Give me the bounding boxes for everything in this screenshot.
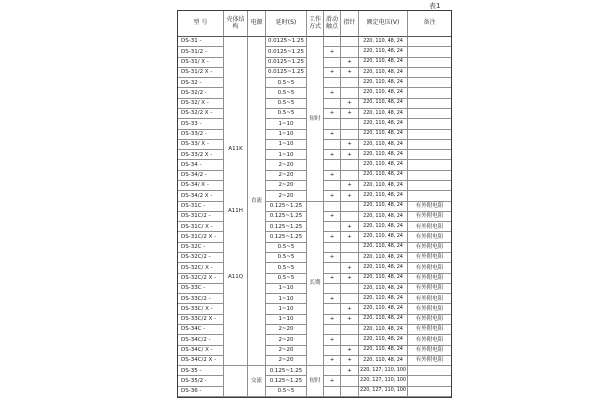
- voltage-cell: 220, 110, 48, 24: [359, 88, 408, 98]
- model-cell: DS-31C/2 X -: [178, 232, 224, 242]
- remark-cell: 有外附电阻: [408, 274, 451, 284]
- pointer-cell: [341, 387, 359, 397]
- remark-cell: 有外附电阻: [408, 325, 451, 335]
- slide-contact-cell: +: [324, 232, 341, 242]
- delay-cell: 0.125~1.25: [266, 232, 307, 242]
- delay-cell: 1~10: [266, 315, 307, 325]
- pointer-cell: [341, 294, 359, 304]
- delay-cell: 0.5~5: [266, 88, 307, 98]
- pointer-cell: [341, 243, 359, 253]
- delay-cell: 2~20: [266, 346, 307, 356]
- pointer-cell: +: [341, 232, 359, 242]
- remark-cell: [408, 68, 451, 78]
- voltage-cell: 220, 110, 48, 24: [359, 99, 408, 109]
- model-cell: DS-32/2 -: [178, 88, 224, 98]
- model-cell: DS-33/2 -: [178, 130, 224, 140]
- slide-contact-cell: [324, 78, 341, 88]
- delay-cell: 2~20: [266, 160, 307, 170]
- voltage-cell: 220, 110, 48, 24: [359, 346, 408, 356]
- remark-cell: [408, 387, 451, 397]
- model-cell: DS-34/ X -: [178, 181, 224, 191]
- spec-table: [177, 10, 452, 398]
- work-mode-ac-cell: 短时: [307, 366, 324, 397]
- slide-contact-cell: [324, 160, 341, 170]
- slide-contact-cell: [324, 202, 341, 212]
- slide-contact-cell: [324, 99, 341, 109]
- voltage-cell: 220, 110, 48, 24: [359, 253, 408, 263]
- remark-cell: 有外附电阻: [408, 263, 451, 273]
- model-cell: DS-33C/ X -: [178, 304, 224, 314]
- pointer-cell: [341, 171, 359, 181]
- header-slide-contact: 滑动触点: [324, 11, 341, 37]
- table-caption: 表1: [429, 2, 441, 10]
- remark-cell: [408, 99, 451, 109]
- delay-cell: 0.0125~1.25: [266, 58, 307, 68]
- remark-cell: 有外附电阻: [408, 243, 451, 253]
- voltage-cell: 220, 110, 48, 24: [359, 232, 408, 242]
- pointer-cell: +: [341, 263, 359, 273]
- model-cell: DS-36 -: [178, 387, 224, 397]
- pointer-cell: [341, 160, 359, 170]
- delay-cell: 0.125~1.25: [266, 212, 307, 222]
- pointer-cell: +: [341, 109, 359, 119]
- voltage-cell: 220, 110, 48, 24: [359, 304, 408, 314]
- model-cell: DS-33C/2 -: [178, 294, 224, 304]
- remark-cell: 有外附电阻: [408, 294, 451, 304]
- pointer-cell: [341, 202, 359, 212]
- delay-cell: 2~20: [266, 191, 307, 201]
- slide-contact-cell: [324, 346, 341, 356]
- pointer-cell: [341, 47, 359, 57]
- voltage-cell: 220, 110, 48, 24: [359, 181, 408, 191]
- delay-cell: 0.0125~1.25: [266, 47, 307, 57]
- model-cell: DS-31/2 X -: [178, 68, 224, 78]
- slide-contact-cell: [324, 58, 341, 68]
- slide-contact-cell: [324, 119, 341, 129]
- model-cell: DS-33 -: [178, 119, 224, 129]
- voltage-cell: 220, 110, 48, 24: [359, 243, 408, 253]
- shell-type-a11k: A11K: [228, 145, 243, 152]
- pointer-cell: [341, 376, 359, 386]
- delay-cell: 0.5~5: [266, 253, 307, 263]
- pointer-cell: +: [341, 68, 359, 78]
- voltage-cell: 220, 110, 48, 24: [359, 160, 408, 170]
- voltage-cell: 220, 110, 48, 24: [359, 58, 408, 68]
- remark-cell: [408, 150, 451, 160]
- delay-cell: 1~10: [266, 304, 307, 314]
- slide-contact-cell: +: [324, 294, 341, 304]
- remark-cell: [408, 88, 451, 98]
- remark-cell: [408, 119, 451, 129]
- slide-contact-cell: [324, 140, 341, 150]
- slide-contact-cell: [324, 263, 341, 273]
- delay-cell: 1~10: [266, 294, 307, 304]
- remark-cell: [408, 58, 451, 68]
- voltage-cell: 220, 127, 110, 100: [359, 376, 408, 386]
- shell-type-a11q: A11Q: [227, 273, 244, 280]
- slide-contact-cell: +: [324, 47, 341, 57]
- model-cell: DS-35 -: [178, 366, 224, 376]
- pointer-cell: [341, 325, 359, 335]
- delay-cell: 2~20: [266, 325, 307, 335]
- delay-cell: 0.5~5: [266, 274, 307, 284]
- voltage-cell: 220, 110, 48, 24: [359, 263, 408, 273]
- work-mode-dc-long-cell: 长期: [307, 202, 324, 367]
- slide-contact-cell: [324, 243, 341, 253]
- slide-contact-cell: +: [324, 315, 341, 325]
- slide-contact-cell: +: [324, 274, 341, 284]
- model-cell: DS-35/2 -: [178, 376, 224, 386]
- pointer-cell: [341, 130, 359, 140]
- model-cell: DS-32C/ X -: [178, 263, 224, 273]
- model-cell: DS-32/ X -: [178, 99, 224, 109]
- slide-contact-cell: +: [324, 109, 341, 119]
- shell-structure-ac-cell: [224, 366, 248, 397]
- delay-cell: 1~10: [266, 150, 307, 160]
- header-work-mode: 工作方式: [307, 11, 324, 37]
- delay-cell: 0.5~5: [266, 243, 307, 253]
- voltage-cell: 220, 110, 48, 24: [359, 109, 408, 119]
- remark-cell: [408, 140, 451, 150]
- slide-contact-cell: [324, 304, 341, 314]
- pointer-cell: [341, 78, 359, 88]
- slide-contact-cell: [324, 366, 341, 376]
- slide-contact-cell: +: [324, 212, 341, 222]
- remark-cell: [408, 160, 451, 170]
- work-mode-dc-short-cell: 短时: [307, 37, 324, 202]
- voltage-cell: 220, 110, 48, 24: [359, 171, 408, 181]
- remark-cell: 有外附电阻: [408, 202, 451, 212]
- slide-contact-cell: [324, 284, 341, 294]
- model-cell: DS-32C/2 -: [178, 253, 224, 263]
- voltage-cell: 220, 110, 48, 24: [359, 315, 408, 325]
- remark-cell: 有外附电阻: [408, 356, 451, 366]
- power-dc-cell: 直流: [248, 37, 266, 366]
- remark-cell: [408, 376, 451, 386]
- remark-cell: [408, 109, 451, 119]
- delay-cell: 0.5~5: [266, 78, 307, 88]
- voltage-cell: 220, 110, 48, 24: [359, 202, 408, 212]
- remark-cell: 有外附电阻: [408, 304, 451, 314]
- pointer-cell: [341, 284, 359, 294]
- voltage-cell: 220, 110, 48, 24: [359, 140, 408, 150]
- slide-contact-cell: +: [324, 150, 341, 160]
- delay-cell: 1~10: [266, 119, 307, 129]
- slide-contact-cell: +: [324, 130, 341, 140]
- remark-cell: 有外附电阻: [408, 315, 451, 325]
- voltage-cell: 220, 110, 48, 24: [359, 130, 408, 140]
- model-cell: DS-31/ X -: [178, 58, 224, 68]
- model-cell: DS-31 -: [178, 37, 224, 47]
- delay-cell: 0.5~5: [266, 387, 307, 397]
- remark-cell: [408, 47, 451, 57]
- remark-cell: [408, 181, 451, 191]
- pointer-cell: [341, 37, 359, 47]
- voltage-cell: 220, 110, 48, 24: [359, 78, 408, 88]
- power-ac-cell: 交流: [248, 366, 266, 397]
- pointer-cell: +: [341, 274, 359, 284]
- pointer-cell: +: [341, 304, 359, 314]
- delay-cell: 1~10: [266, 284, 307, 294]
- model-cell: DS-33/2 X -: [178, 150, 224, 160]
- remark-cell: 有外附电阻: [408, 253, 451, 263]
- delay-cell: 0.125~1.25: [266, 222, 307, 232]
- header-shell: 壳体结构: [224, 11, 248, 37]
- slide-contact-cell: [324, 325, 341, 335]
- delay-cell: 2~20: [266, 171, 307, 181]
- remark-cell: 有外附电阻: [408, 346, 451, 356]
- slide-contact-cell: +: [324, 88, 341, 98]
- pointer-cell: +: [341, 150, 359, 160]
- remark-cell: 有外附电阻: [408, 284, 451, 294]
- slide-contact-cell: +: [324, 253, 341, 263]
- model-cell: DS-32C/2 X -: [178, 274, 224, 284]
- delay-cell: 0.0125~1.25: [266, 68, 307, 78]
- pointer-cell: +: [341, 140, 359, 150]
- model-cell: DS-34/2 X -: [178, 191, 224, 201]
- model-cell: DS-32 -: [178, 78, 224, 88]
- pointer-cell: +: [341, 366, 359, 376]
- slide-contact-cell: [324, 387, 341, 397]
- remark-cell: 有外附电阻: [408, 222, 451, 232]
- slide-contact-cell: +: [324, 191, 341, 201]
- model-cell: DS-32C -: [178, 243, 224, 253]
- delay-cell: 0.125~1.25: [266, 366, 307, 376]
- slide-contact-cell: +: [324, 356, 341, 366]
- slide-contact-cell: +: [324, 171, 341, 181]
- pointer-cell: [341, 253, 359, 263]
- header-pointer: 指针: [341, 11, 359, 37]
- voltage-cell: 220, 110, 48, 24: [359, 284, 408, 294]
- voltage-cell: 220, 110, 48, 24: [359, 325, 408, 335]
- delay-cell: 1~10: [266, 130, 307, 140]
- model-cell: DS-31C -: [178, 202, 224, 212]
- pointer-cell: +: [341, 346, 359, 356]
- voltage-cell: 220, 110, 48, 24: [359, 274, 408, 284]
- voltage-cell: 220, 110, 48, 24: [359, 335, 408, 345]
- header-power: 电源: [248, 11, 266, 37]
- voltage-cell: 220, 110, 48, 24: [359, 68, 408, 78]
- voltage-cell: 220, 110, 48, 24: [359, 191, 408, 201]
- slide-contact-cell: [324, 222, 341, 232]
- slide-contact-cell: +: [324, 335, 341, 345]
- delay-cell: 2~20: [266, 335, 307, 345]
- voltage-cell: 220, 110, 48, 24: [359, 212, 408, 222]
- pointer-cell: [341, 212, 359, 222]
- pointer-cell: +: [341, 58, 359, 68]
- delay-cell: 0.125~1.25: [266, 376, 307, 386]
- remark-cell: [408, 37, 451, 47]
- delay-cell: 0.5~5: [266, 263, 307, 273]
- model-cell: DS-34C/ X -: [178, 346, 224, 356]
- model-cell: DS-33C/2 X -: [178, 315, 224, 325]
- pointer-cell: [341, 88, 359, 98]
- model-cell: DS-31/2 -: [178, 47, 224, 57]
- voltage-cell: 220, 110, 48, 24: [359, 150, 408, 160]
- slide-contact-cell: +: [324, 376, 341, 386]
- remark-cell: [408, 130, 451, 140]
- slide-contact-cell: [324, 181, 341, 191]
- header-model: 型 号: [178, 11, 224, 37]
- delay-cell: 0.125~1.25: [266, 202, 307, 212]
- header-voltage: 额定电压(V): [359, 11, 408, 37]
- delay-cell: 0.0125~1.25: [266, 37, 307, 47]
- voltage-cell: 220, 110, 48, 24: [359, 222, 408, 232]
- voltage-cell: 220, 127, 110, 100: [359, 366, 408, 376]
- model-cell: DS-33C -: [178, 284, 224, 294]
- pointer-cell: +: [341, 191, 359, 201]
- model-cell: DS-33/ X -: [178, 140, 224, 150]
- slide-contact-cell: +: [324, 68, 341, 78]
- model-cell: DS-34/2 -: [178, 171, 224, 181]
- remark-cell: 有外附电阻: [408, 232, 451, 242]
- voltage-cell: 220, 110, 48, 24: [359, 356, 408, 366]
- model-cell: DS-34C/2 X -: [178, 356, 224, 366]
- pointer-cell: [341, 335, 359, 345]
- pointer-cell: +: [341, 99, 359, 109]
- remark-cell: [408, 191, 451, 201]
- voltage-cell: 220, 110, 48, 24: [359, 294, 408, 304]
- model-cell: DS-31C/ X -: [178, 222, 224, 232]
- voltage-cell: 220, 127, 110, 100: [359, 387, 408, 397]
- voltage-cell: 220, 110, 48, 24: [359, 119, 408, 129]
- delay-cell: 0.5~5: [266, 99, 307, 109]
- pointer-cell: +: [341, 181, 359, 191]
- header-delay: 延时(S): [266, 11, 307, 37]
- voltage-cell: 220, 110, 48, 24: [359, 47, 408, 57]
- delay-cell: 2~20: [266, 356, 307, 366]
- shell-type-a11h: A11H: [228, 207, 243, 214]
- voltage-cell: 220, 110, 48, 24: [359, 37, 408, 47]
- pointer-cell: +: [341, 222, 359, 232]
- slide-contact-cell: [324, 37, 341, 47]
- pointer-cell: +: [341, 356, 359, 366]
- header-remark: 备注: [408, 11, 451, 37]
- shell-structure-dc-cell: [224, 37, 248, 366]
- pointer-cell: [341, 119, 359, 129]
- delay-cell: 1~10: [266, 140, 307, 150]
- model-cell: DS-34C -: [178, 325, 224, 335]
- delay-cell: 0.5~5: [266, 109, 307, 119]
- model-cell: DS-31C/2 -: [178, 212, 224, 222]
- remark-cell: 有外附电阻: [408, 212, 451, 222]
- remark-cell: 有外附电阻: [408, 335, 451, 345]
- remark-cell: [408, 78, 451, 88]
- remark-cell: [408, 366, 451, 376]
- pointer-cell: +: [341, 315, 359, 325]
- delay-cell: 2~20: [266, 181, 307, 191]
- model-cell: DS-34C/2 -: [178, 335, 224, 345]
- model-cell: DS-34 -: [178, 160, 224, 170]
- remark-cell: [408, 171, 451, 181]
- model-cell: DS-32/2 X -: [178, 109, 224, 119]
